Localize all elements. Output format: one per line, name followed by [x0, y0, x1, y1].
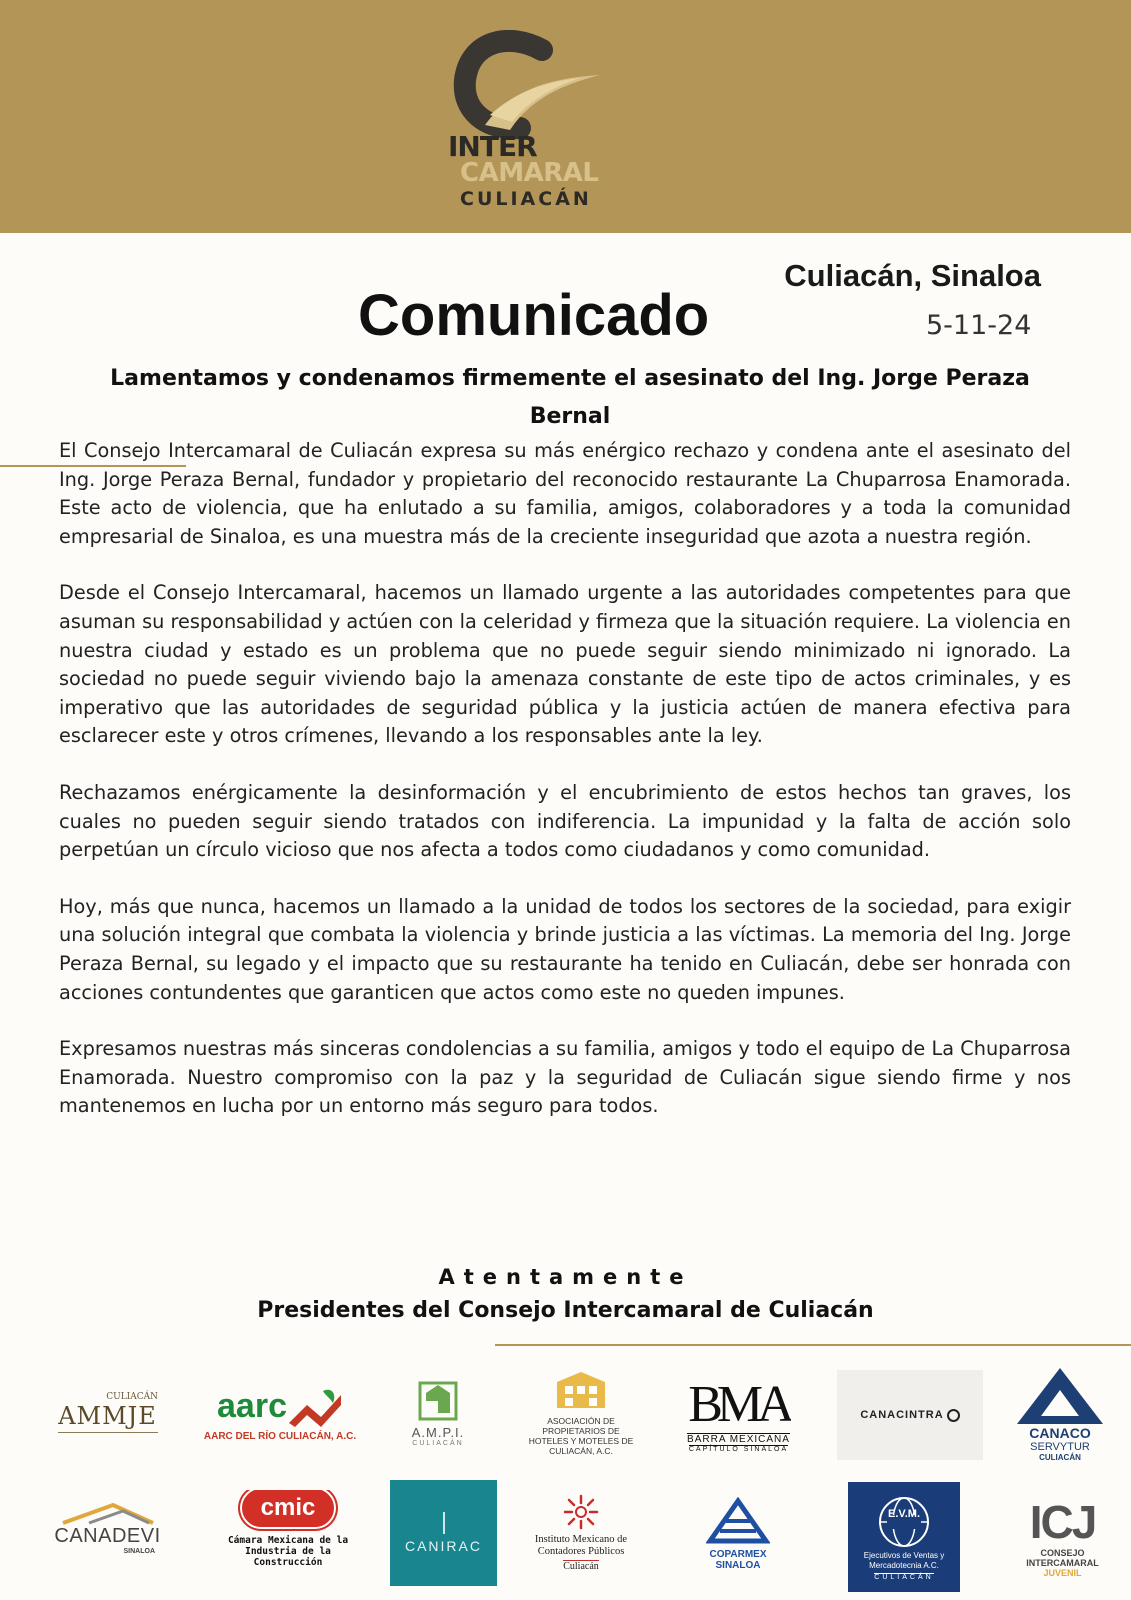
ammje-name: AMMJE [58, 1401, 157, 1430]
date-label: 5-11-24 [926, 310, 1032, 341]
ampi-house-icon [408, 1377, 468, 1425]
evm-mark: E.V.M. [888, 1508, 920, 1520]
canirac-name: CANIRAC [404, 1538, 482, 1554]
imcp-name: Instituto Mexicano de Contadores Públicos [534, 1534, 628, 1557]
cmic-name: Cámara Mexicana de la Industria de la Construcción [227, 1534, 349, 1566]
ammje-city: CULIACÁN [106, 1391, 158, 1402]
bma-logo [686, 1368, 791, 1463]
paragraph: Expresamos nuestras más sinceras condolencias a su familia, amigos y todo el equipo de La Chuparrosa Enamorada. Nuestro compromiso con la paz y la seguridad de Culiacán sigue siendo firme y nos mantenemos en lucha por un entorno más seguro para todos. [59, 1037, 1071, 1118]
paragraph: Hoy, más que nunca, hacemos un llamado a la unidad de todos los sectores de la sociedad, para exigir una solución integral que combata la violencia y brinde justicia a las víctimas. La memoria del Ing. Jorge Peraza Bernal, su legado y el impacto que su restaurante ha tenido en Culiacán, debe ser honrada con acciones contundentes que garanticen que actos como este no queden impunes. [59, 894, 1071, 1004]
logo-text-city: CULIACÁN [460, 188, 592, 210]
coparmex-name: COPARMEX [709, 1549, 767, 1560]
aarc-name: aarc [217, 1386, 287, 1425]
imcp-sun-icon [563, 1494, 599, 1530]
icj-logo [1010, 1486, 1115, 1590]
bma-name: BARRA MEXICANA [687, 1433, 790, 1445]
aarc-wave-icon [287, 1383, 343, 1429]
evm-city: CULIACÁN [874, 1574, 934, 1581]
canacintra-gear-icon [947, 1409, 960, 1422]
canadevi-roof-icon [53, 1501, 163, 1525]
canaco-city: CULIACÁN [1039, 1453, 1081, 1462]
ampi-logo [388, 1362, 488, 1462]
intercamaral-logo [430, 30, 630, 220]
evm-globe-icon [869, 1493, 939, 1551]
aphm-name: ASOCIACIÓN DE PROPIETARIOS DE HOTELES Y MOTELES DE CULIACÁN, A.C. [528, 1416, 634, 1456]
logo-text-inter: INTER [448, 130, 537, 163]
canaco-triangle-icon [1015, 1366, 1105, 1426]
page-title: Comunicado [358, 283, 710, 348]
gold-rule-right [495, 1344, 1131, 1346]
header-band [0, 0, 1131, 233]
evm-name: Ejecutivos de Ventas y Mercadotecnia A.C. [863, 1551, 945, 1570]
icj-mark [1030, 1498, 1096, 1546]
paragraph: Desde el Consejo Intercamaral, hacemos un llamado urgente a las autoridades competentes para que asuman su responsabilidad y actúen con la celeridad y firmeza que la situación requiere. La violencia en nuestra ciudad y estado es un problema que no puede seguir siendo minimizado ni ignorado. La sociedad no puede seguir viviendo bajo la amenaza constante de este tipo de actos criminales, y es imperativo que las autoridades de seguridad pública y la justicia actúen de manera efectiva para esclarecer este y otros crímenes, llevando a los responsables ante la ley. [59, 581, 1071, 748]
location-label: Culiacán, Sinaloa [784, 258, 1041, 293]
paragraph: Rechazamos enérgicamente la desinformación y el encubrimiento de estos hechos tan graves, los cuales no pueden seguir siendo tratados con indiferencia. La impunidad y la falta de acción solo perpetúan un círculo vicioso que nos afecta a todos como ciudadanos y como comunidad. [59, 780, 1071, 862]
canacintra-logo [837, 1370, 983, 1460]
canaco-name: CANACO [1029, 1425, 1091, 1441]
icj-juvenil: JUVENIL [1043, 1568, 1082, 1578]
signature-signers: Presidentes del Consejo Intercamaral de Culiacán [257, 1298, 874, 1323]
canacintra-name: CANACINTRA [860, 1409, 944, 1421]
subtitle: Lamentamos y condenamos firmemente el asesinato del Ing. Jorge Peraza Bernal [110, 366, 1030, 429]
ampi-name: A.M.P.I. [411, 1425, 465, 1440]
coparmex-logo [688, 1492, 788, 1576]
logo-text-camaral: CAMARAL [460, 158, 599, 188]
coparmex-state: SINALOA [715, 1560, 761, 1571]
paragraph: El Consejo Intercamaral de Culiacán expresa su más enérgico rechazo y condena ante el asesinato del Ing. Jorge Peraza Bernal, fundador y propietario del reconocido restaurante La Chuparrosa Enamorada. Este acto de violencia, que ha enlutado a su familia, amigos, colaboradores y a toda la comunidad empresarial de Sinaloa, es una muestra más de la creciente inseguridad que azota a nuestra región. [59, 439, 1071, 548]
evm-logo [848, 1482, 960, 1592]
aarc-mark [217, 1383, 343, 1429]
aarc-logo [200, 1370, 360, 1455]
canirac-fork-icon [443, 1512, 445, 1534]
canadevi-state: SINALOA [123, 1548, 155, 1555]
imcp-logo [522, 1488, 640, 1578]
cmic-logo [208, 1490, 368, 1566]
coparmex-mountain-icon [706, 1497, 770, 1545]
aphm-logo [522, 1362, 640, 1462]
bma-chapter: CAPÍTULO SINALOA [688, 1445, 789, 1453]
canadevi-logo [40, 1488, 175, 1568]
signature-closing: Atentamente [438, 1265, 693, 1289]
imcp-city: Culiacán [563, 1561, 599, 1572]
canadevi-name: CANADEVI [54, 1525, 161, 1547]
ampi-city: CULIACÁN [412, 1440, 464, 1447]
aphm-building-icon [551, 1368, 611, 1412]
intercamaral-c-mark [430, 30, 630, 140]
cmic-mark: cmic [242, 1490, 335, 1527]
canacintra-mark [860, 1409, 959, 1422]
ammje-logo [45, 1372, 170, 1452]
canirac-logo [390, 1480, 497, 1586]
canaco-servytur: SERVYTUR [1030, 1441, 1090, 1453]
bma-mark: BMA [688, 1375, 789, 1433]
aarc-subtitle: AARC DEL RÍO CULIACÁN, A.C. [203, 1431, 357, 1442]
icj-letters: ICJ [1029, 1496, 1096, 1548]
canaco-logo [1005, 1364, 1115, 1464]
ammje-underline [58, 1432, 158, 1433]
statement-body [59, 437, 1071, 1149]
icj-name: CONSEJO INTERCAMARAL [1026, 1548, 1099, 1568]
